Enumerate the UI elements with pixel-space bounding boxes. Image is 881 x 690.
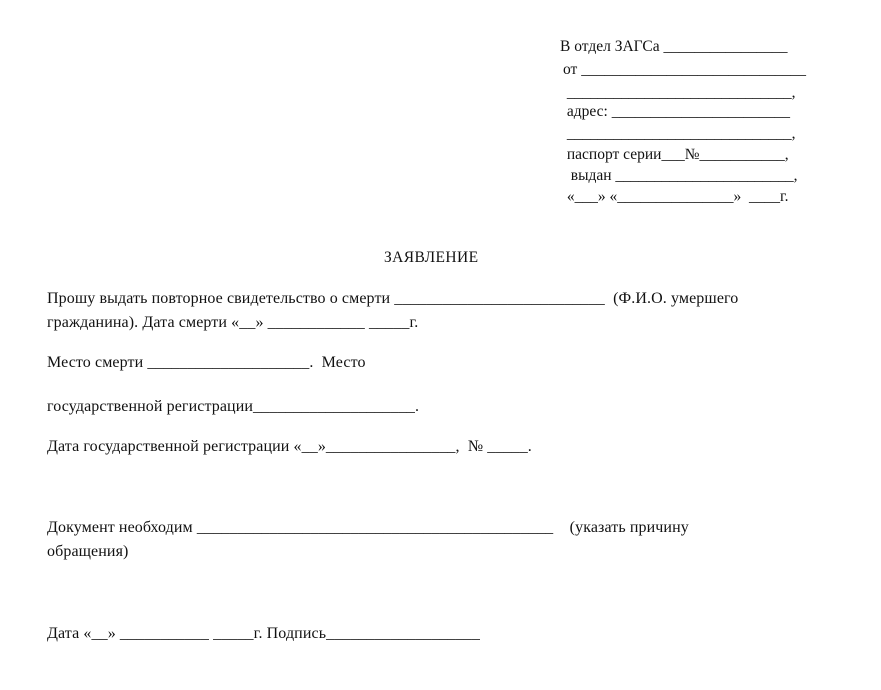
addressee-passport-line: паспорт серии___№___________,: [563, 146, 789, 163]
registration-place-line: государственной регистрации____________________.: [47, 398, 420, 415]
date-signature-line: Дата «__» ___________ _____г. Подпись___________________: [47, 625, 481, 642]
addressee-date-line: «___» «_______________» ____г.: [563, 188, 789, 205]
place-of-death-line: Место смерти ____________________. Место: [47, 354, 366, 371]
request-line-1: Прошу выдать повторное свидетельство о смерти __________________________ (Ф.И.О. умершего: [47, 290, 739, 307]
document-title: ЗАЯВЛЕНИЕ: [384, 249, 479, 266]
reason-line-2: обращения): [47, 543, 129, 560]
addressee-address-continuation-line: _____________________________,: [563, 125, 796, 142]
addressee-name-continuation-line: _____________________________,: [563, 84, 796, 101]
addressee-address-line: адрес: _______________________: [563, 103, 790, 120]
addressee-zags-line: В отдел ЗАГСа ________________: [560, 38, 788, 55]
addressee-from-line: от _____________________________: [563, 61, 806, 78]
reason-line-1: Документ необходим ____________________________________________ (указать причину: [47, 519, 689, 536]
addressee-issued-line: выдан _______________________,: [563, 167, 798, 184]
request-line-2: гражданина). Дата смерти «__» ____________ _____г.: [47, 314, 419, 331]
registration-date-line: Дата государственной регистрации «__»________________, № _____.: [47, 438, 532, 455]
